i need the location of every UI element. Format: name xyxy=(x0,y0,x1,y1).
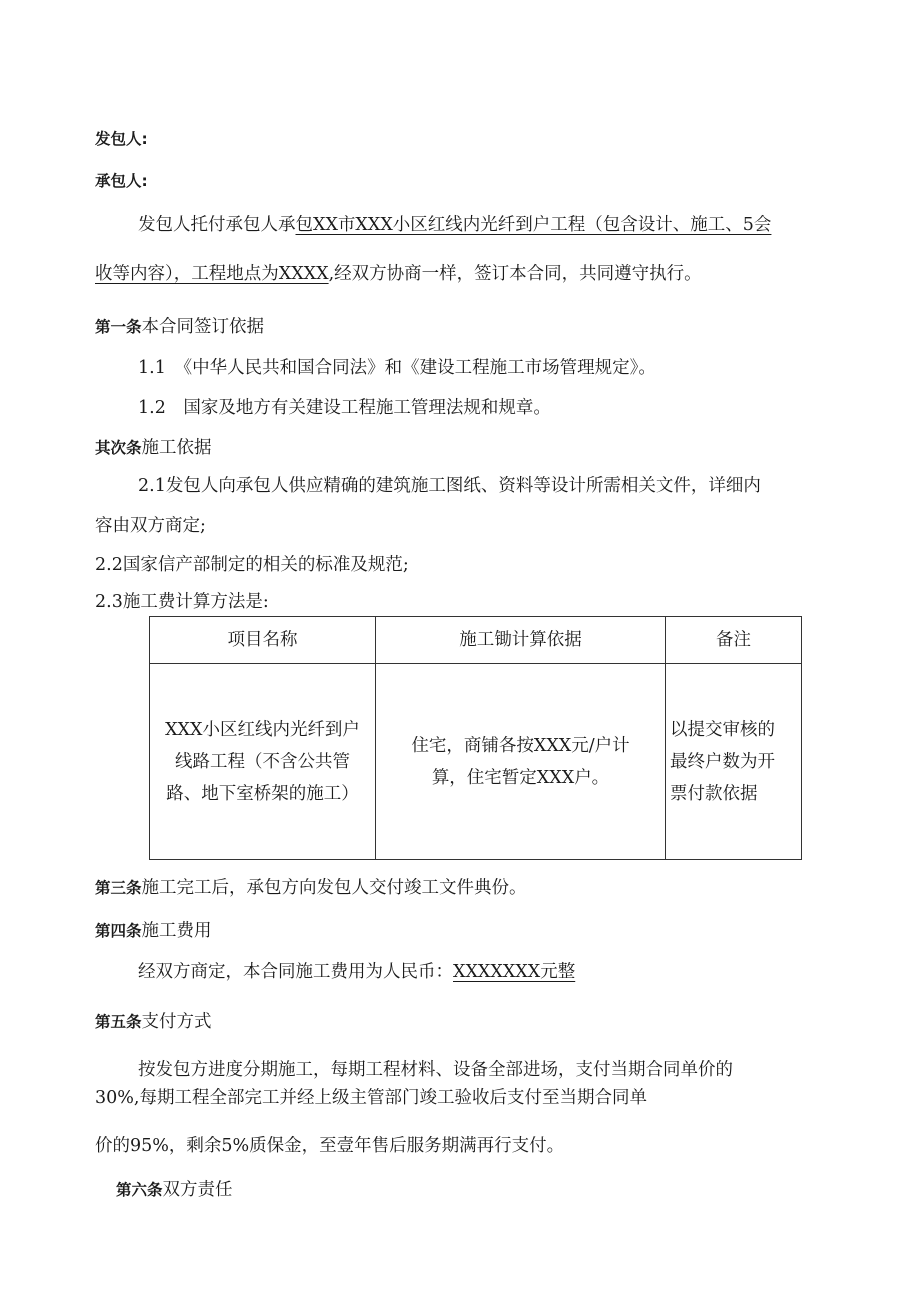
fee-table-header-row xyxy=(150,617,802,664)
fee-table-header-name: 项目名称 xyxy=(150,617,376,664)
article-2-item-1-text-a: 2.1发包人向承包人供应精确的建筑施工图纸、资料等设计所需相关文件，详细内 xyxy=(138,476,761,496)
fee-basis-line-1: 住宅，商铺各按XXX元/户计 xyxy=(411,735,630,756)
article-1-title: 本合同签订依据 xyxy=(141,317,265,337)
intro-text-underlined: 包XX市XXX小区红线内光纤到户工程（包含设计、施工、5会 xyxy=(295,215,772,235)
article-5-text-a: 按发包方进度分期施工，每期工程材料、设备全部进场，支付当期合同单价的 xyxy=(138,1060,733,1080)
fee-note-line-1: 以提交审核的 xyxy=(670,719,775,740)
article-1-heading xyxy=(95,315,264,339)
fee-table-cell-name xyxy=(150,664,376,860)
article-6-heading xyxy=(116,1178,233,1202)
article-5-line-3 xyxy=(95,1134,564,1158)
article-4-title: 施工费用 xyxy=(141,921,212,941)
intro-line-1 xyxy=(138,213,771,237)
fee-note-line-2: 最终户数为开 xyxy=(670,751,775,772)
article-2-item-3 xyxy=(95,590,269,614)
article-1-item-1 xyxy=(138,356,656,380)
employer-line xyxy=(95,127,148,151)
article-2-item-1-text-b: 容由双方商定; xyxy=(95,516,206,536)
article-5-text-b: 30%,每期工程全部完工并经上级主管部门竣工验收后支付至当期合同单 xyxy=(95,1088,647,1108)
article-5-line-2 xyxy=(95,1086,647,1110)
contract-amount: XXXXXXX元整 xyxy=(453,962,576,982)
article-2-item-1-line-2 xyxy=(95,514,206,538)
fee-table-header-basis: 施工锄计算依据 xyxy=(376,617,666,664)
article-5-number: 第五条 xyxy=(95,1013,142,1031)
intro-text-plain: 发包人托付承包人承 xyxy=(138,215,296,235)
contractor-label: 承包人: xyxy=(95,172,148,190)
fee-table xyxy=(149,616,802,860)
intro-location-underlined: 收等内容），工程地点为XXXX xyxy=(95,264,329,284)
article-6-number: 第六条 xyxy=(116,1181,163,1199)
article-1-item-2 xyxy=(138,396,551,420)
article-2-item-1-line-1 xyxy=(138,474,761,498)
article-3 xyxy=(95,876,527,900)
article-6-title: 双方责任 xyxy=(162,1180,233,1200)
article-5-line-1 xyxy=(138,1058,733,1082)
employer-label: 发包人: xyxy=(95,130,148,148)
article-5-title: 支付方式 xyxy=(141,1012,212,1032)
fee-note-line-3: 票付款依据 xyxy=(670,783,758,804)
article-2-number: 其次条 xyxy=(95,439,142,457)
fee-name-line-3: 路、地下室桥架的施工） xyxy=(166,783,359,804)
fee-table-row xyxy=(150,664,802,860)
article-4-heading xyxy=(95,919,212,943)
fee-table-header-note: 备注 xyxy=(666,617,802,664)
contractor-line xyxy=(95,169,148,193)
article-4-text-plain: 经双方商定，本合同施工费用为人民币： xyxy=(138,962,453,982)
fee-name-line-1: XXX小区红线内光纤到户 xyxy=(165,719,360,740)
intro-text-end: ,经双方协商一样，签订本合同，共同遵守执行。 xyxy=(328,264,702,284)
article-4-text xyxy=(138,960,575,984)
intro-line-2 xyxy=(95,262,702,286)
article-2-title: 施工依据 xyxy=(141,438,212,458)
article-2-item-2 xyxy=(95,553,409,577)
article-4-number: 第四条 xyxy=(95,922,142,940)
fee-table-cell-basis xyxy=(376,664,666,860)
article-2-item-2-text: 2.2国家信产部制定的相关的标准及规范; xyxy=(95,555,409,575)
fee-name-line-2: 线路工程（不含公共管 xyxy=(175,751,350,772)
article-1-number: 第一条 xyxy=(95,318,142,336)
article-2-heading xyxy=(95,436,212,460)
fee-table-cell-note xyxy=(666,664,802,860)
article-2-item-3-text: 2.3施工费计算方法是: xyxy=(95,592,269,612)
fee-basis-line-2: 算，住宅暂定XXX户。 xyxy=(431,767,610,788)
article-3-number: 第三条 xyxy=(95,879,142,897)
article-1-item-1-text: 1.1 《中华人民共和国合同法》和《建设工程施工市场管理规定》。 xyxy=(138,358,656,378)
article-5-text-c: 价的95%，剩余5%质保金，至壹年售后服务期满再行支付。 xyxy=(95,1136,565,1156)
article-3-text: 施工完工后，承包方向发包人交付竣工文件典份。 xyxy=(141,878,527,898)
article-1-item-2-text: 1.2 国家及地方有关建设工程施工管理法规和规章。 xyxy=(138,398,551,418)
article-5-heading xyxy=(95,1010,212,1034)
